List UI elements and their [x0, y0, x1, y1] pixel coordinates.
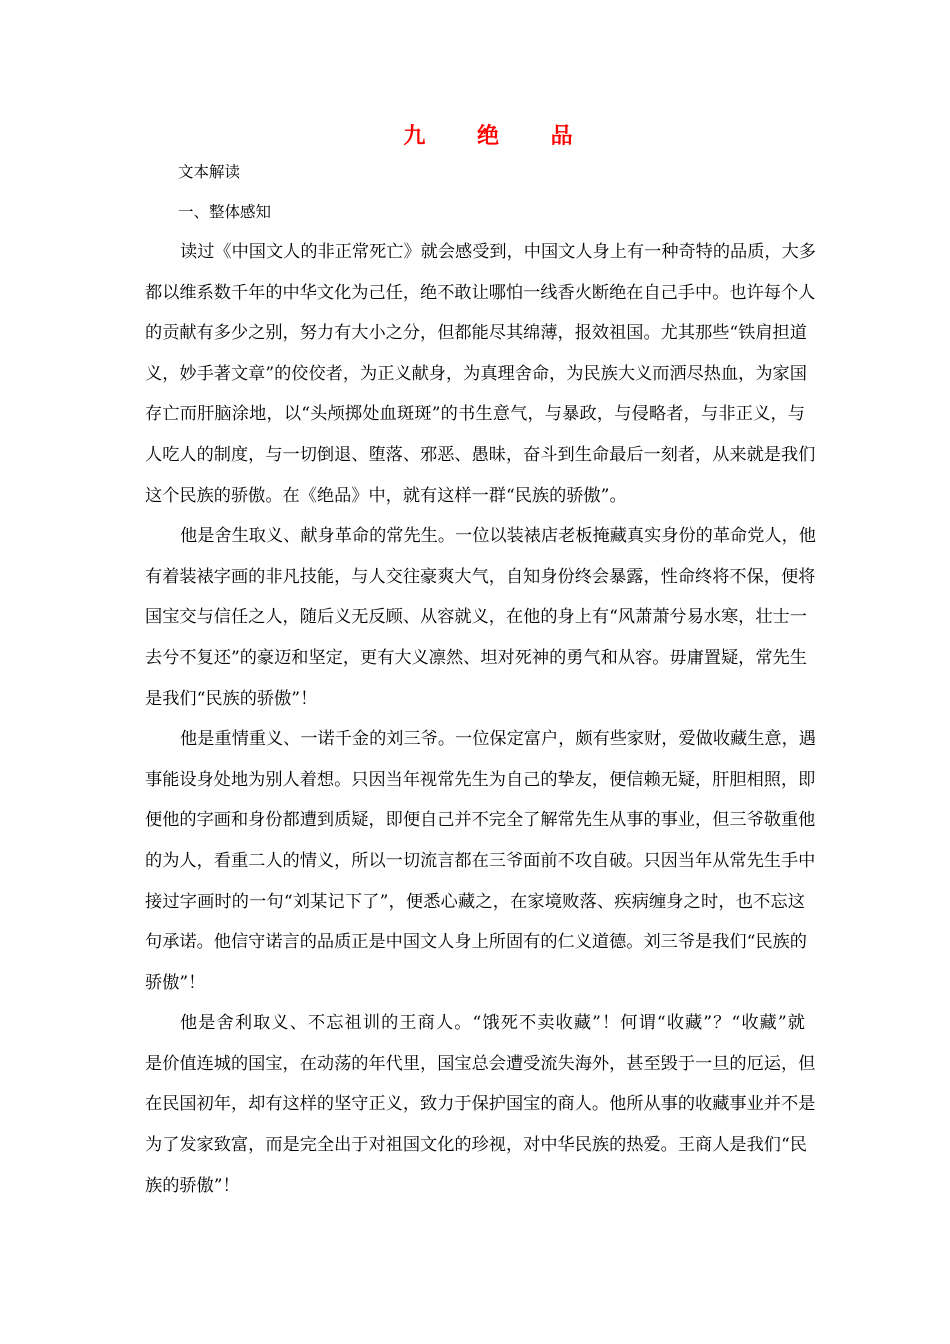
paragraph-line: 族的骄傲”！ [145, 1175, 240, 1196]
paragraph-line: 的为人，看重二人的情义，所以一切流言都在三爷面前不攻自破。只因当年从常先生手中 [145, 850, 816, 871]
paragraph-line: 这个民族的骄傲。在《绝品》中，就有这样一群“民族的骄傲”。 [145, 485, 627, 506]
paragraph-mr-chang [145, 516, 816, 719]
paragraph-wang-merchant [145, 1003, 816, 1206]
paragraph-line: 义，妙手著文章”的佼佼者，为正义献身，为真理舍命，为民族大义而洒尽热血，为家国 [145, 363, 807, 384]
paragraph-line: 的贡献有多少之别，努力有大小之分，但都能尽其绵薄，报效祖国。尤其那些“铁肩担道 [145, 323, 807, 344]
paragraph-line: 句承诺。他信守诺言的品质正是中国文人身上所固有的仁义道德。刘三爷是我们“民族的 [145, 932, 807, 953]
paragraph-line: 存亡而肝脑涂地，以“头颅掷处血斑斑”的书生意气，与暴政，与侵略者，与非正义，与 [145, 404, 805, 425]
paragraph-line: 他是舍生取义、献身革命的常先生。一位以装裱店老板掩藏真实身份的革命党人，他 [180, 526, 816, 547]
paragraph-intro [145, 232, 816, 516]
paragraph-line: 去兮不复还”的豪迈和坚定，更有大义凛然、坦对死神的勇气和从容。毋庸置疑，常先生 [145, 647, 807, 668]
paragraph-line: 人吃人的制度，与一切倒退、堕落、邪恶、愚昧，奋斗到生命最后一刻者，从来就是我们 [145, 444, 816, 465]
paragraph-line: 都以维系数千年的中华文化为己任，绝不敢让哪怕一线香火断绝在自己手中。也许每个人 [145, 282, 816, 303]
paragraph-line: 接过字画时的一句“刘某记下了”，便悉心藏之，在家境败落、疾病缠身之时，也不忘这 [145, 891, 805, 912]
paragraph-line: 读过《中国文人的非正常死亡》就会感受到，中国文人身上有一种奇特的品质，大多 [180, 242, 816, 262]
paragraph-line: 便他的字画和身份都遭到质疑，即便自己并不完全了解常先生从事的事业，但三爷敬重他 [145, 810, 816, 831]
subsection-heading-overall-perception: 一、整体感知 [178, 203, 272, 221]
paragraph-line: 骄傲”！ [145, 972, 206, 993]
paragraph-line: 事能设身处地为别人着想。只因当年视常先生为自己的挚友，便信赖无疑，肝胆相照，即 [145, 769, 816, 790]
paragraph-line: 在民国初年，却有这样的坚守正义，致力于保护国宝的商人。他所从事的收藏事业并不是 [145, 1094, 816, 1115]
paragraph-line: 为了发家致富，而是完全出于对祖国文化的珍视，对中华民族的热爱。王商人是我们“民 [145, 1135, 807, 1156]
document-title: 九 绝 品 [403, 123, 595, 149]
paragraph-line: 是我们“民族的骄傲”！ [145, 688, 318, 709]
paragraph-line: 有着装裱字画的非凡技能，与人交往豪爽大气，自知身份终会暴露，性命终将不保，便将 [145, 566, 816, 587]
paragraph-liu-sanye [145, 719, 816, 1003]
paragraph-line: 国宝交与信任之人，随后义无反顾、从容就义，在他的身上有“风萧萧兮易水寒，壮士一 [145, 607, 807, 628]
section-heading-text-analysis: 文本解读 [178, 163, 241, 181]
paragraph-line: 他是舍利取义、不忘祖训的王商人。“饿死不卖收藏”！何谓“收藏”？“收藏”就 [180, 1013, 805, 1034]
body-text [145, 232, 816, 1206]
paragraph-line: 是价值连城的国宝，在动荡的年代里，国宝总会遭受流失海外，甚至毁于一旦的厄运，但 [145, 1053, 816, 1074]
paragraph-line: 他是重情重义、一诺千金的刘三爷。一位保定富户，颇有些家财，爱做收藏生意，遇 [180, 729, 816, 750]
